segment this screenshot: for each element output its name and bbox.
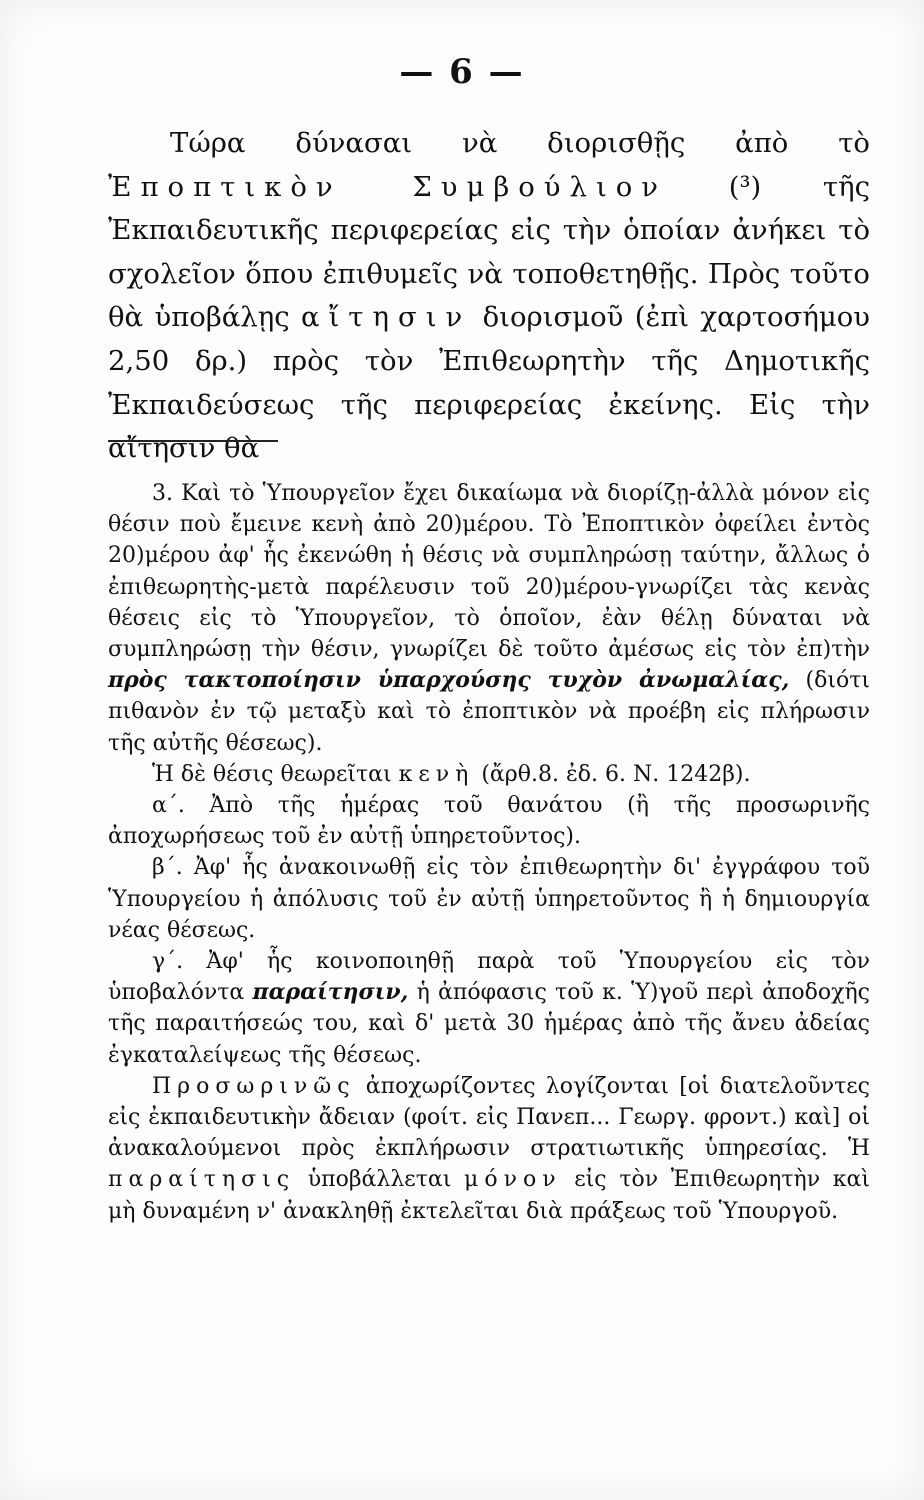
footnote-text-2c: (ἄρθ.8. ἐδ. 6. Ν. 1242β). <box>474 761 751 787</box>
spaced-term-epoptikon-symvoulion: Ἐποπτικὸν Συμβούλιον <box>108 170 668 203</box>
footnote-text-2a: Ἡ δὲ θέσις θεωρεῖται <box>152 761 399 787</box>
footnote-separator-rule <box>108 440 278 442</box>
main-text-part-1: Τώρα δύνασαι νὰ διορισθῇς ἀπὸ τὸ <box>170 127 870 159</box>
main-text-part-3: (³) τῆς Ἐκπαιδευτικῆς περιφερείας εἰς τὴν ὁποίαν ἀνήκει τὸ σχολεῖον ὅπου ἐπιθυμεῖς νὰ τοποθετηθῇς. Πρὸς τοῦτο θὰ ὑποβάλῃς <box>108 170 870 334</box>
footnote-paragraph-2 <box>108 759 870 790</box>
spaced-term-monon: μόνον <box>464 1167 562 1193</box>
footnote-paragraph-4: β΄. Ἀφ' ἧς ἀνακοινωθῇ εἰς τὸν ἐπιθεωρητὴν δι' ἐγγράφου τοῦ Ὑπουργείου ἡ ἀπόλυσις τοῦ ἐν αὐτῇ ὑπηρετοῦντος ἢ ἡ δημιουργία νέας θέσεως. <box>108 855 870 943</box>
footnote-paragraph-6 <box>108 1071 870 1227</box>
footnote-block <box>108 478 870 1227</box>
footnote-emphasis-taktopoiisin: πρὸς τακτοποίησιν ὑπαρχούσης τυχὸν ἀνωμαλίας, <box>108 667 790 694</box>
footnote-emphasis-paraitisin: παραίτησιν, <box>252 979 409 1006</box>
spaced-term-keni: κενὴ <box>398 761 475 787</box>
footnote-text-5c: ἡ ἀπόφασις τοῦ κ. Ὑ)γοῦ περὶ ἀποδοχῆς τῆς παραιτήσεώς του, καὶ δ' μετὰ 30 ἡμέρας ἀπὸ τῆς ἄνευ ἀδείας ἐγκαταλείψεως τῆς θέσεως. <box>108 980 870 1068</box>
footnote-text-1a: 3. Καὶ τὸ Ὑπουργεῖον ἔχει δικαίωμα νὰ διορίζῃ-ἀλλὰ μόνον εἰς θέσιν ποὺ ἔμεινε κενὴ ἀπὸ 20)μέρου. Τὸ Ἐποπτικὸν ὀφείλει ἐντὸς 20)μέρου ἀφ' ἧς ἐκενώθη ἡ θέσις νὰ συμπληρώσῃ ταύτην, ἄλλως ὁ ἐπιθεωρητὴς-μετὰ παρέλευσιν τοῦ 20)μέρου-γνωρίζει τὰς κενὰς θέσεις εἰς τὸ Ὑπουργεῖον, τὸ ὁποῖον, ἐὰν θέλῃ δύναται νὰ συμπληρώσῃ τὴν θέσιν, γνωρίζει δὲ τοῦτο ἀμέσως εἰς τὸν ἐπ)τὴν <box>108 481 870 663</box>
main-paragraph <box>108 122 870 471</box>
footnote-paragraph-5 <box>108 946 870 1071</box>
footnote-text-6d: ὑποβάλλεται <box>295 1167 465 1193</box>
footnote-paragraph-1 <box>108 478 870 759</box>
footnote-paragraph-3: α΄. Ἀπὸ τῆς ἡμέρας τοῦ θανάτου (ἢ τῆς προσωρινῆς ἀποχωρήσεως τοῦ ἐν αὐτῇ ὑπηρετοῦντος). <box>108 793 870 850</box>
spaced-term-paraitisis: παραίτησις <box>108 1167 296 1193</box>
page-number: — 6 — <box>399 52 525 92</box>
footnote-text-6b: ἀποχωρίζοντες λογίζονται [οἱ διατελοῦντες εἰς ἐκπαιδευτικὴν ἄδειαν (φοίτ. εἰς Πανεπ... Γεωργ. φροντ.) καὶ] οἱ ἀνακαλούμενοι πρὸς ἐκπλήρωσιν στρατιωτικῆς ὑπηρεσίας. Ἡ <box>108 1073 870 1162</box>
footnote-text-1c: (διότι πιθανὸν ἐν τῷ μεταξὺ καὶ τὸ ἐποπτικὸν νὰ προέβη εἰς πλήρωσιν τῆς αὐτῆς θέσεως). <box>108 668 870 756</box>
spaced-term-aitisin: αἴτησιν <box>300 301 472 334</box>
footnote-text-5a: γ΄. Ἀφ' ἧς κοινοποιηθῇ παρὰ τοῦ Ὑπουργείου εἰς τὸν ὑποβαλόντα <box>108 949 870 1006</box>
footnote-text-6f: εἰς τὸν Ἐπιθεωρητὴν καὶ μὴ δυναμένη ν' ἀνακληθῇ ἐκτελεῖται διὰ πράξεως τοῦ Ὑπουργοῦ. <box>108 1167 870 1224</box>
main-text-part-5: διορισμοῦ (ἐπὶ χαρτοσήμου 2,50 δρ.) πρὸς τὸν Ἐπιθεωρητὴν τῆς Δημοτικῆς Ἐκπαιδεύσεως τῆς περιφερείας ἐκείνης. Εἰς τὴν αἴτησιν θὰ <box>108 301 870 465</box>
main-paragraph-text <box>108 122 870 471</box>
spaced-term-prosorinos: Προσωρινῶς <box>152 1073 356 1099</box>
